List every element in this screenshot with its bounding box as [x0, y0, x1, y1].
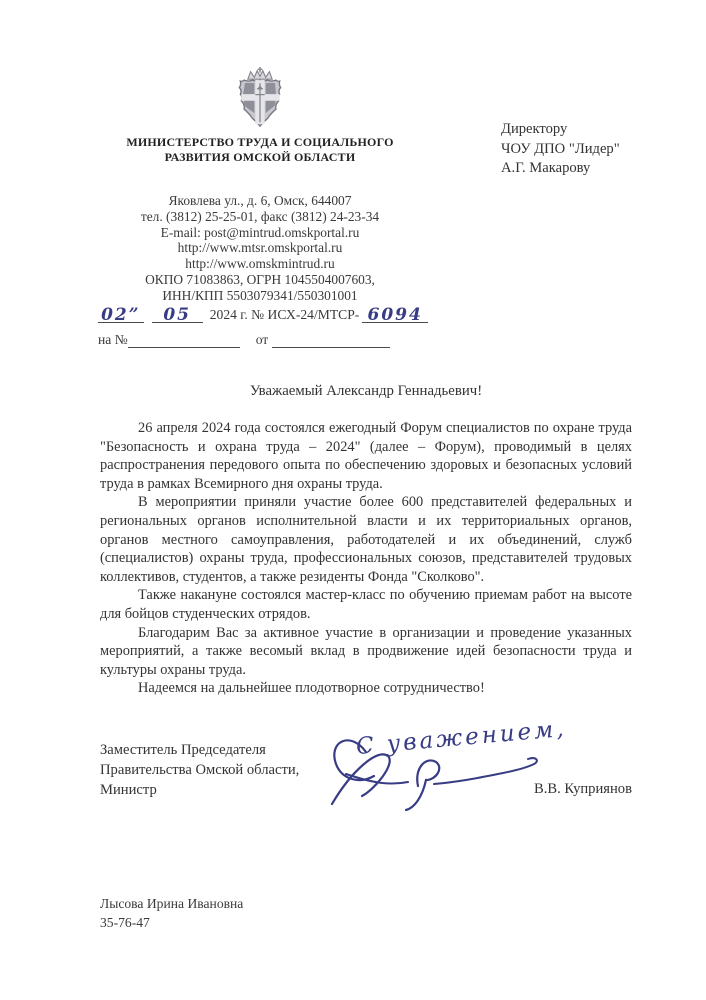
- handwritten-signature: [322, 712, 578, 816]
- signer-name: В.В. Куприянов: [534, 781, 632, 797]
- reply-label: на №: [98, 332, 128, 347]
- addressee-title: Директору: [501, 121, 568, 137]
- paragraph-4: Благодарим Вас за активное участие в организации и проведение указанных мероприятий, а также весомый вклад в продвижение идей безопасности труда и культуры охраны труда.: [100, 624, 632, 678]
- signer-position-line2: Правительства Омской области,: [100, 762, 300, 778]
- org-header: [96, 66, 424, 304]
- org-email-line: E-mail: post@mintrud.omskportal.ru: [160, 224, 360, 240]
- org-name: [96, 135, 424, 165]
- handwritten-day: 02”: [101, 305, 141, 325]
- paragraph-3: Также накануне состоялся мастер-класс по обучению приемам работ на высоте для бойцов студенческих отрядов.: [100, 587, 632, 622]
- org-website-line2: http://www.omskmintrud.ru: [185, 256, 335, 272]
- org-name-line1: МИНИСТЕРСТВО ТРУДА И СОЦИАЛЬНОГО: [126, 135, 394, 149]
- handwritten-number: 6094: [367, 305, 423, 325]
- letter-body: [100, 419, 632, 698]
- executor-name: Лысова Ирина Ивановна: [100, 896, 244, 911]
- org-address-block: [96, 193, 424, 304]
- reply-number-blank: [128, 347, 240, 348]
- reference-block: [98, 306, 428, 348]
- handwriting-regards-text: С уважением,: [354, 715, 568, 761]
- executor-contact: [100, 894, 243, 932]
- paragraph-2: В мероприятии приняли участие более 600 представителей федеральных и региональных органов исполнительной власти и их территориальных органов, органов местного самоуправления, работодателей и их объединений, служб (специалистов) охраны труда, профессиональных союзов, представителей трудовых коллективов, студентов, а также резиденты Фонда "Сколково".: [100, 494, 632, 585]
- paragraph-5: Надеемся на дальнейшее плодотворное сотрудничество!: [138, 680, 485, 697]
- printed-number-prefix: 2024 г. № ИСХ-24/МТСР-: [209, 307, 360, 322]
- coat-of-arms-icon: [230, 66, 290, 128]
- addressee-org: ЧОУ ДПО "Лидер": [501, 140, 620, 157]
- signer-position-block: [100, 740, 299, 800]
- org-address-line: Яковлева ул., д. 6, Омск, 644007: [168, 193, 352, 208]
- outgoing-number-line: [98, 306, 428, 323]
- signer-position-line1: Заместитель Председателя: [100, 742, 266, 758]
- handwritten-month: 05: [163, 305, 191, 325]
- number-blank: [362, 306, 428, 323]
- incoming-number-line: [98, 332, 428, 348]
- month-blank: [152, 306, 203, 323]
- day-blank: [98, 306, 144, 323]
- addressee-name: А.Г. Макарову: [501, 160, 591, 176]
- org-website-line1: http://www.mtsr.omskportal.ru: [177, 240, 343, 256]
- signer-position-line3: Министр: [100, 782, 157, 798]
- salutation: Уважаемый Александр Геннадьевич!: [249, 383, 483, 399]
- from-label: от: [255, 332, 269, 347]
- executor-phone: 35-76-47: [100, 915, 150, 930]
- addressee-block: [501, 120, 620, 179]
- org-inn-kpp-line: ИНН/КПП 5503079341/550301001: [162, 287, 358, 303]
- paragraph-1: 26 апреля 2024 года состоялся ежегодный Форум специалистов по охране труда "Безопасность и охрана труда – 2024" (далее – Форум), проводимый в целях распространения передового опыта по обеспечению здоровых и безопасных условий труда в рамках Всемирного дня охраны труда.: [100, 420, 632, 492]
- org-name-line2: РАЗВИТИЯ ОМСКОЙ ОБЛАСТИ: [164, 150, 356, 164]
- org-okpo-ogrn-line: ОКПО 71083863, ОГРН 1045504007603,: [145, 271, 375, 287]
- from-date-blank: [272, 347, 390, 348]
- org-phone-line: тел. (3812) 25-25-01, факс (3812) 24-23-34: [140, 208, 380, 224]
